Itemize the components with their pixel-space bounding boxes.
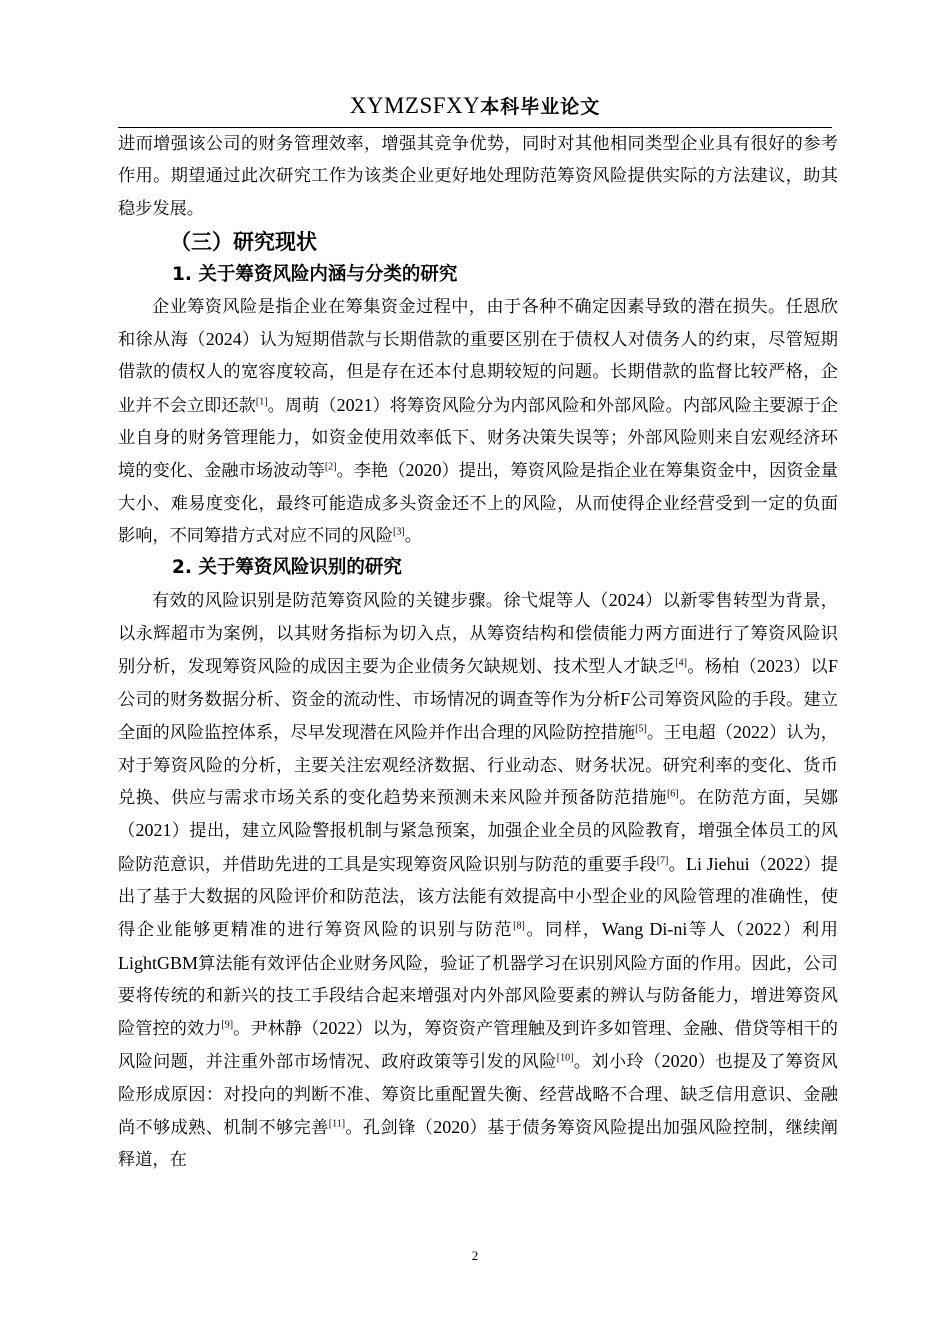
text-run: ）提出，建立风险警报机制与紧急预案，加强企业全员的风险教育，增强全体员工的风险防范意识，并借助先进的工具是实现筹资风险识别与防范的重要手段	[118, 821, 838, 875]
citation-ref: [2]	[324, 461, 337, 473]
citation-ref: [3]	[393, 526, 405, 538]
text-run: 企业筹资风险是指企业在筹集资金过程中，由于各种不确定因素导致的潜在损失。任恩欣和徐从海（	[118, 296, 838, 351]
year: 2020	[405, 460, 442, 481]
year: 2024	[608, 590, 645, 611]
text-run: ）提出，筹资风险是指企业在筹集资金中，因资金量大小、难易度变化，最终可能造成多头资金还不上的风险，从而使得企业经营受到一定的负面影响，不同筹措方式对应不同的风险	[118, 461, 838, 546]
text-run: （	[749, 854, 768, 875]
text-run: 公司的财务数据分析、资金的流动性、市场情况的调查等作为分析	[118, 690, 621, 711]
text-run: 。周萌（	[267, 395, 337, 416]
year: 2022	[767, 853, 804, 874]
text-run: 。刘小玲（	[573, 1052, 662, 1073]
text-run: 公司筹资风险的手段。建立全面的风险监控体系，尽早发现潜在风险并作出合理的风险防控措施	[118, 690, 838, 744]
text-run: 。杨柏（	[687, 656, 757, 677]
subsection-heading-2: 2. 关于筹资风险识别的研究	[172, 557, 402, 579]
text-run: ）认为短期借款与长期借款的重要区别在于债权人对债务人的约束，尽管短期借款的债权人的宽容度较高，但是存在还本付息期较短的问题。长期借款的监督比较严格，企业并不会立即还款	[118, 330, 838, 416]
citation-ref: [9]	[221, 1019, 234, 1031]
text-run: ）以为，筹资资产管理触及到许多如管理、金融、借贷等相干的风险问题，并注重外部市场情况、政府政策等引发的风险	[118, 1019, 838, 1073]
paragraph-continuation: 进而增强该公司的财务管理效率，增强其竞争优势，同时对其他相同类型企业具有很好的参考作用。期望通过此次研究工作为该类企业更好地处理防范筹资风险提供实际的方法建议，助其稳步发展。	[118, 134, 838, 219]
text-run: ）基于债务筹资风险提出加强风险控制，继续阐释道，在	[118, 1118, 838, 1171]
company-letter: F	[827, 655, 838, 676]
text-run: ）利用	[781, 920, 838, 941]
header-title-cjk: 本科毕业论文	[480, 96, 601, 118]
citation-ref: [10]	[556, 1052, 574, 1064]
text-run: 等人（	[687, 920, 746, 941]
citation-ref: [11]	[328, 1118, 346, 1130]
year: 2020	[433, 1117, 470, 1138]
text-run: 算法能有效评估企业财务风险，验证了机器学习在识别风险方面的作用。因此，公司要将传统的和新兴的技工手段结合起来增强对内外部风险要素的辨认与防备能力，增进筹资风险管控的效力	[118, 953, 838, 1040]
citation-ref: [6]	[666, 788, 679, 800]
year: 2020	[661, 1051, 698, 1072]
text-run: ）以	[792, 656, 828, 677]
citation-ref: [4]	[675, 657, 687, 669]
year: 2022	[733, 722, 770, 743]
algorithm-name: LightGBM	[118, 952, 199, 973]
header-title-latin: XYMZSFXY	[349, 93, 481, 118]
citation-ref: [5]	[635, 723, 647, 735]
text-run: ）以新零售转型为背景，以永辉超市为案例，以其财务指标为切入点，从筹资结构和偿债能力两方面进行了筹资风险识别分析，发现筹资风险的成因主要为企业债务欠缺规划、技术型人才缺乏	[118, 591, 838, 677]
citation-ref: [7]	[656, 854, 669, 866]
citation-ref: [8]	[513, 920, 525, 932]
section-heading: （三）研究现状	[170, 229, 317, 254]
company-letter: F	[620, 689, 631, 710]
author-name: Wang Di-ni	[601, 919, 688, 940]
text-run: 。	[404, 525, 422, 546]
text-run: 。同样，	[524, 920, 602, 941]
text-run: ）认为，对于筹资风险的分析，主要关注宏观经济数据、行业动态、财务状况。研究利率的变化、货币兑换、供应与需求市场关系的变化趋势来预测未来风险并预备防范措施	[118, 723, 838, 809]
citation-ref: [1]	[255, 396, 268, 408]
year: 2021	[336, 394, 373, 415]
paragraph-risk-definition	[118, 291, 838, 552]
year: 2022	[319, 1018, 356, 1039]
year: 2024	[205, 329, 242, 350]
paragraph-risk-identification	[118, 584, 838, 1176]
text-run: 。李艳（	[336, 461, 406, 482]
text-run: 。	[668, 854, 686, 875]
year: 2021	[135, 820, 172, 841]
year: 2023	[756, 655, 793, 676]
text-run: 。在防范方面，吴娜（	[118, 788, 838, 842]
text-run: 。尹林静（	[233, 1019, 320, 1040]
page-header	[118, 92, 832, 128]
text-run: ）将筹资风险分为内部风险和外部风险。内部风险主要源于企业自身的财务管理能力，如资金使用效率低下、财务决策失误等；外部风险则来自宏观经济环境的变化、金融市场波动等	[118, 395, 838, 482]
text-run: ）也提及了筹资风险形成原因：对投向的判断不准、筹资比重配置失衡、经营战略不合理、缺乏信用意识、金融尚不够成熟、机制不够完善	[118, 1052, 838, 1139]
text-run: 。孔剑锋（	[345, 1118, 434, 1139]
text-run: 有效的风险识别是防范筹资风险的关键步骤。徐弋焜等人（	[152, 591, 609, 612]
text-run: 。王电超（	[646, 723, 734, 744]
text-run: ）提出了基于大数据的风险评价和防范法，该方法能有效提高中小型企业的风险管理的准确性，使得企业能够更精准的进行筹资风险的识别与防范	[118, 854, 838, 941]
page-number: 2	[471, 1248, 479, 1263]
subsection-heading-1: 1. 关于筹资风险内涵与分类的研究	[172, 263, 458, 285]
page-body	[118, 128, 838, 1177]
author-name: Li Jiehui	[685, 853, 750, 874]
year: 2022	[745, 919, 782, 940]
